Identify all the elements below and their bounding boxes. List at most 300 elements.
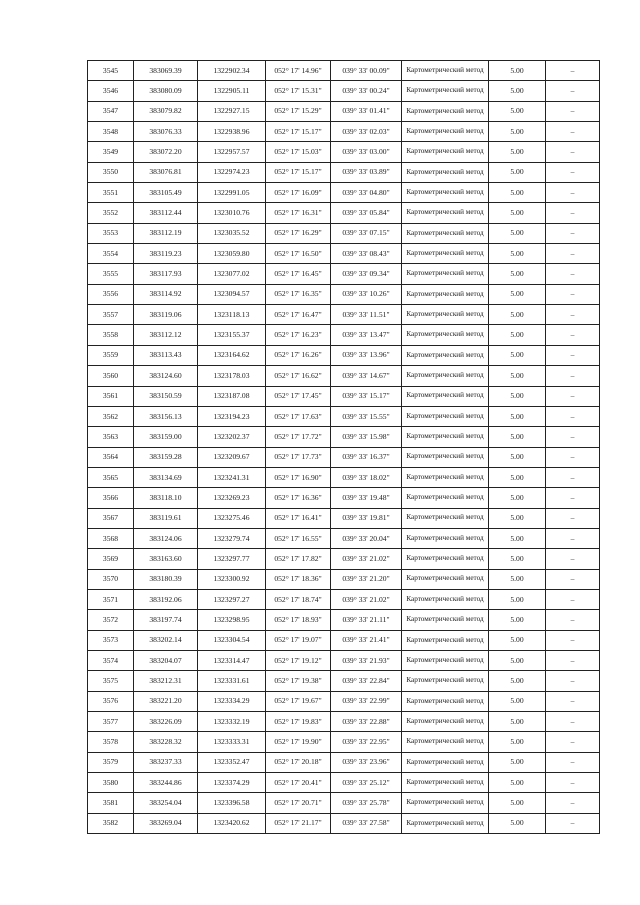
y-coordinate-cell: 1323298.95 bbox=[198, 610, 266, 630]
longitude-cell: 039° 33' 08.43" bbox=[331, 244, 402, 264]
description-cell: – bbox=[546, 223, 600, 243]
method-cell: Картометрический метод bbox=[402, 712, 489, 732]
x-coordinate-cell: 383159.28 bbox=[134, 447, 198, 467]
description-cell: – bbox=[546, 569, 600, 589]
accuracy-cell: 5.00 bbox=[489, 81, 546, 101]
x-coordinate-cell: 383180.39 bbox=[134, 569, 198, 589]
longitude-cell: 039° 33' 22.84" bbox=[331, 671, 402, 691]
x-coordinate-cell: 383159.00 bbox=[134, 427, 198, 447]
table-row bbox=[88, 569, 600, 589]
y-coordinate-cell: 1323297.27 bbox=[198, 589, 266, 609]
table-row bbox=[88, 447, 600, 467]
accuracy-cell: 5.00 bbox=[489, 793, 546, 813]
y-coordinate-cell: 1323059.80 bbox=[198, 244, 266, 264]
method-cell: Картометрический метод bbox=[402, 773, 489, 793]
accuracy-cell: 5.00 bbox=[489, 671, 546, 691]
longitude-cell: 039° 33' 21.02" bbox=[331, 549, 402, 569]
point-number-cell: 3545 bbox=[88, 61, 134, 81]
accuracy-cell: 5.00 bbox=[489, 61, 546, 81]
x-coordinate-cell: 383080.09 bbox=[134, 81, 198, 101]
x-coordinate-cell: 383192.06 bbox=[134, 589, 198, 609]
x-coordinate-cell: 383112.12 bbox=[134, 325, 198, 345]
y-coordinate-cell: 1323178.03 bbox=[198, 366, 266, 386]
description-cell: – bbox=[546, 752, 600, 772]
table-row bbox=[88, 366, 600, 386]
point-number-cell: 3562 bbox=[88, 406, 134, 426]
point-number-cell: 3553 bbox=[88, 223, 134, 243]
method-cell: Картометрический метод bbox=[402, 203, 489, 223]
x-coordinate-cell: 383076.33 bbox=[134, 122, 198, 142]
y-coordinate-cell: 1322902.34 bbox=[198, 61, 266, 81]
method-cell: Картометрический метод bbox=[402, 610, 489, 630]
description-cell: – bbox=[546, 386, 600, 406]
method-cell: Картометрический метод bbox=[402, 630, 489, 650]
description-cell: – bbox=[546, 406, 600, 426]
latitude-cell: 052° 17' 16.35" bbox=[266, 284, 331, 304]
x-coordinate-cell: 383119.23 bbox=[134, 244, 198, 264]
table-row bbox=[88, 183, 600, 203]
y-coordinate-cell: 1323035.52 bbox=[198, 223, 266, 243]
description-cell: – bbox=[546, 528, 600, 548]
latitude-cell: 052° 17' 15.29" bbox=[266, 101, 331, 121]
point-number-cell: 3580 bbox=[88, 773, 134, 793]
y-coordinate-cell: 1323155.37 bbox=[198, 325, 266, 345]
table-row bbox=[88, 122, 600, 142]
point-number-cell: 3576 bbox=[88, 691, 134, 711]
point-number-cell: 3547 bbox=[88, 101, 134, 121]
longitude-cell: 039° 33' 21.93" bbox=[331, 650, 402, 670]
point-number-cell: 3550 bbox=[88, 162, 134, 182]
method-cell: Картометрический метод bbox=[402, 81, 489, 101]
method-cell: Картометрический метод bbox=[402, 406, 489, 426]
table-row bbox=[88, 691, 600, 711]
table-row bbox=[88, 284, 600, 304]
accuracy-cell: 5.00 bbox=[489, 142, 546, 162]
longitude-cell: 039° 33' 00.09" bbox=[331, 61, 402, 81]
point-number-cell: 3575 bbox=[88, 671, 134, 691]
longitude-cell: 039° 33' 21.41" bbox=[331, 630, 402, 650]
method-cell: Картометрический метод bbox=[402, 813, 489, 833]
method-cell: Картометрический метод bbox=[402, 284, 489, 304]
y-coordinate-cell: 1323352.47 bbox=[198, 752, 266, 772]
accuracy-cell: 5.00 bbox=[489, 732, 546, 752]
description-cell: – bbox=[546, 81, 600, 101]
table-row bbox=[88, 305, 600, 325]
y-coordinate-cell: 1323396.58 bbox=[198, 793, 266, 813]
y-coordinate-cell: 1323297.77 bbox=[198, 549, 266, 569]
table-row bbox=[88, 650, 600, 670]
y-coordinate-cell: 1323304.54 bbox=[198, 630, 266, 650]
x-coordinate-cell: 383212.31 bbox=[134, 671, 198, 691]
description-cell: – bbox=[546, 305, 600, 325]
description-cell: – bbox=[546, 589, 600, 609]
accuracy-cell: 5.00 bbox=[489, 366, 546, 386]
latitude-cell: 052° 17' 14.96" bbox=[266, 61, 331, 81]
y-coordinate-cell: 1323164.62 bbox=[198, 345, 266, 365]
accuracy-cell: 5.00 bbox=[489, 244, 546, 264]
latitude-cell: 052° 17' 20.18" bbox=[266, 752, 331, 772]
method-cell: Картометрический метод bbox=[402, 589, 489, 609]
method-cell: Картометрический метод bbox=[402, 549, 489, 569]
method-cell: Картометрический метод bbox=[402, 264, 489, 284]
y-coordinate-cell: 1322991.05 bbox=[198, 183, 266, 203]
y-coordinate-cell: 1323209.67 bbox=[198, 447, 266, 467]
latitude-cell: 052° 17' 16.23" bbox=[266, 325, 331, 345]
x-coordinate-cell: 383226.09 bbox=[134, 712, 198, 732]
accuracy-cell: 5.00 bbox=[489, 447, 546, 467]
y-coordinate-cell: 1323010.76 bbox=[198, 203, 266, 223]
point-number-cell: 3563 bbox=[88, 427, 134, 447]
longitude-cell: 039° 33' 23.96" bbox=[331, 752, 402, 772]
latitude-cell: 052° 17' 19.90" bbox=[266, 732, 331, 752]
x-coordinate-cell: 383202.14 bbox=[134, 630, 198, 650]
point-number-cell: 3554 bbox=[88, 244, 134, 264]
latitude-cell: 052° 17' 17.73" bbox=[266, 447, 331, 467]
table-row bbox=[88, 508, 600, 528]
y-coordinate-cell: 1323333.31 bbox=[198, 732, 266, 752]
longitude-cell: 039° 33' 18.02" bbox=[331, 467, 402, 487]
point-number-cell: 3551 bbox=[88, 183, 134, 203]
latitude-cell: 052° 17' 16.55" bbox=[266, 528, 331, 548]
latitude-cell: 052° 17' 18.93" bbox=[266, 610, 331, 630]
table-row bbox=[88, 203, 600, 223]
description-cell: – bbox=[546, 284, 600, 304]
point-number-cell: 3555 bbox=[88, 264, 134, 284]
accuracy-cell: 5.00 bbox=[489, 264, 546, 284]
accuracy-cell: 5.00 bbox=[489, 406, 546, 426]
longitude-cell: 039° 33' 19.81" bbox=[331, 508, 402, 528]
accuracy-cell: 5.00 bbox=[489, 610, 546, 630]
longitude-cell: 039° 33' 21.20" bbox=[331, 569, 402, 589]
latitude-cell: 052° 17' 19.38" bbox=[266, 671, 331, 691]
longitude-cell: 039° 33' 11.51" bbox=[331, 305, 402, 325]
table-row bbox=[88, 61, 600, 81]
y-coordinate-cell: 1323094.57 bbox=[198, 284, 266, 304]
description-cell: – bbox=[546, 366, 600, 386]
longitude-cell: 039° 33' 00.24" bbox=[331, 81, 402, 101]
table-row bbox=[88, 793, 600, 813]
longitude-cell: 039° 33' 21.11" bbox=[331, 610, 402, 630]
y-coordinate-cell: 1323314.47 bbox=[198, 650, 266, 670]
x-coordinate-cell: 383254.04 bbox=[134, 793, 198, 813]
table-row bbox=[88, 345, 600, 365]
accuracy-cell: 5.00 bbox=[489, 345, 546, 365]
method-cell: Картометрический метод bbox=[402, 569, 489, 589]
latitude-cell: 052° 17' 16.62" bbox=[266, 366, 331, 386]
description-cell: – bbox=[546, 691, 600, 711]
table-row bbox=[88, 549, 600, 569]
accuracy-cell: 5.00 bbox=[489, 752, 546, 772]
point-number-cell: 3546 bbox=[88, 81, 134, 101]
x-coordinate-cell: 383114.92 bbox=[134, 284, 198, 304]
accuracy-cell: 5.00 bbox=[489, 650, 546, 670]
latitude-cell: 052° 17' 20.71" bbox=[266, 793, 331, 813]
point-number-cell: 3579 bbox=[88, 752, 134, 772]
point-number-cell: 3577 bbox=[88, 712, 134, 732]
table-row bbox=[88, 528, 600, 548]
latitude-cell: 052° 17' 16.45" bbox=[266, 264, 331, 284]
accuracy-cell: 5.00 bbox=[489, 773, 546, 793]
accuracy-cell: 5.00 bbox=[489, 569, 546, 589]
table-row bbox=[88, 386, 600, 406]
description-cell: – bbox=[546, 183, 600, 203]
y-coordinate-cell: 1323374.29 bbox=[198, 773, 266, 793]
latitude-cell: 052° 17' 17.72" bbox=[266, 427, 331, 447]
method-cell: Картометрический метод bbox=[402, 447, 489, 467]
accuracy-cell: 5.00 bbox=[489, 630, 546, 650]
latitude-cell: 052° 17' 15.17" bbox=[266, 122, 331, 142]
point-number-cell: 3561 bbox=[88, 386, 134, 406]
accuracy-cell: 5.00 bbox=[489, 488, 546, 508]
longitude-cell: 039° 33' 04.80" bbox=[331, 183, 402, 203]
table-row bbox=[88, 712, 600, 732]
latitude-cell: 052° 17' 18.36" bbox=[266, 569, 331, 589]
y-coordinate-cell: 1322938.96 bbox=[198, 122, 266, 142]
point-number-cell: 3566 bbox=[88, 488, 134, 508]
point-number-cell: 3572 bbox=[88, 610, 134, 630]
method-cell: Картометрический метод bbox=[402, 142, 489, 162]
latitude-cell: 052° 17' 19.12" bbox=[266, 650, 331, 670]
accuracy-cell: 5.00 bbox=[489, 528, 546, 548]
y-coordinate-cell: 1323269.23 bbox=[198, 488, 266, 508]
method-cell: Картометрический метод bbox=[402, 528, 489, 548]
table-row bbox=[88, 488, 600, 508]
latitude-cell: 052° 17' 20.41" bbox=[266, 773, 331, 793]
longitude-cell: 039° 33' 15.17" bbox=[331, 386, 402, 406]
longitude-cell: 039° 33' 15.98" bbox=[331, 427, 402, 447]
longitude-cell: 039° 33' 03.00" bbox=[331, 142, 402, 162]
description-cell: – bbox=[546, 549, 600, 569]
latitude-cell: 052° 17' 16.36" bbox=[266, 488, 331, 508]
x-coordinate-cell: 383228.32 bbox=[134, 732, 198, 752]
method-cell: Картометрический метод bbox=[402, 305, 489, 325]
x-coordinate-cell: 383150.59 bbox=[134, 386, 198, 406]
table-row bbox=[88, 101, 600, 121]
x-coordinate-cell: 383069.39 bbox=[134, 61, 198, 81]
table-row bbox=[88, 813, 600, 833]
table-row bbox=[88, 589, 600, 609]
accuracy-cell: 5.00 bbox=[489, 386, 546, 406]
description-cell: – bbox=[546, 122, 600, 142]
point-number-cell: 3573 bbox=[88, 630, 134, 650]
latitude-cell: 052° 17' 15.03" bbox=[266, 142, 331, 162]
accuracy-cell: 5.00 bbox=[489, 589, 546, 609]
point-number-cell: 3581 bbox=[88, 793, 134, 813]
accuracy-cell: 5.00 bbox=[489, 162, 546, 182]
latitude-cell: 052° 17' 16.29" bbox=[266, 223, 331, 243]
table-row bbox=[88, 81, 600, 101]
x-coordinate-cell: 383124.06 bbox=[134, 528, 198, 548]
longitude-cell: 039° 33' 25.12" bbox=[331, 773, 402, 793]
accuracy-cell: 5.00 bbox=[489, 712, 546, 732]
latitude-cell: 052° 17' 17.82" bbox=[266, 549, 331, 569]
table-row bbox=[88, 752, 600, 772]
point-number-cell: 3574 bbox=[88, 650, 134, 670]
longitude-cell: 039° 33' 09.34" bbox=[331, 264, 402, 284]
y-coordinate-cell: 1323275.46 bbox=[198, 508, 266, 528]
accuracy-cell: 5.00 bbox=[489, 122, 546, 142]
accuracy-cell: 5.00 bbox=[489, 467, 546, 487]
method-cell: Картометрический метод bbox=[402, 732, 489, 752]
x-coordinate-cell: 383134.69 bbox=[134, 467, 198, 487]
x-coordinate-cell: 383221.20 bbox=[134, 691, 198, 711]
accuracy-cell: 5.00 bbox=[489, 691, 546, 711]
accuracy-cell: 5.00 bbox=[489, 305, 546, 325]
description-cell: – bbox=[546, 712, 600, 732]
description-cell: – bbox=[546, 142, 600, 162]
method-cell: Картометрический метод bbox=[402, 508, 489, 528]
description-cell: – bbox=[546, 203, 600, 223]
description-cell: – bbox=[546, 671, 600, 691]
y-coordinate-cell: 1323194.23 bbox=[198, 406, 266, 426]
table-row bbox=[88, 467, 600, 487]
latitude-cell: 052° 17' 16.50" bbox=[266, 244, 331, 264]
point-number-cell: 3567 bbox=[88, 508, 134, 528]
x-coordinate-cell: 383124.60 bbox=[134, 366, 198, 386]
x-coordinate-cell: 383072.20 bbox=[134, 142, 198, 162]
description-cell: – bbox=[546, 508, 600, 528]
point-number-cell: 3559 bbox=[88, 345, 134, 365]
y-coordinate-cell: 1323077.02 bbox=[198, 264, 266, 284]
description-cell: – bbox=[546, 61, 600, 81]
longitude-cell: 039° 33' 15.55" bbox=[331, 406, 402, 426]
description-cell: – bbox=[546, 650, 600, 670]
x-coordinate-cell: 383112.19 bbox=[134, 223, 198, 243]
method-cell: Картометрический метод bbox=[402, 101, 489, 121]
description-cell: – bbox=[546, 244, 600, 264]
longitude-cell: 039° 33' 05.84" bbox=[331, 203, 402, 223]
y-coordinate-cell: 1323118.13 bbox=[198, 305, 266, 325]
longitude-cell: 039° 33' 20.04" bbox=[331, 528, 402, 548]
description-cell: – bbox=[546, 447, 600, 467]
point-number-cell: 3571 bbox=[88, 589, 134, 609]
point-number-cell: 3570 bbox=[88, 569, 134, 589]
y-coordinate-cell: 1322957.57 bbox=[198, 142, 266, 162]
description-cell: – bbox=[546, 467, 600, 487]
latitude-cell: 052° 17' 16.09" bbox=[266, 183, 331, 203]
table-row bbox=[88, 671, 600, 691]
description-cell: – bbox=[546, 732, 600, 752]
description-cell: – bbox=[546, 162, 600, 182]
y-coordinate-cell: 1323241.31 bbox=[198, 467, 266, 487]
x-coordinate-cell: 383204.07 bbox=[134, 650, 198, 670]
description-cell: – bbox=[546, 773, 600, 793]
accuracy-cell: 5.00 bbox=[489, 183, 546, 203]
table-row bbox=[88, 142, 600, 162]
table-row bbox=[88, 773, 600, 793]
latitude-cell: 052° 17' 21.17" bbox=[266, 813, 331, 833]
longitude-cell: 039° 33' 07.15" bbox=[331, 223, 402, 243]
longitude-cell: 039° 33' 22.95" bbox=[331, 732, 402, 752]
method-cell: Картометрический метод bbox=[402, 61, 489, 81]
method-cell: Картометрический метод bbox=[402, 793, 489, 813]
method-cell: Картометрический метод bbox=[402, 488, 489, 508]
latitude-cell: 052° 17' 17.63" bbox=[266, 406, 331, 426]
point-number-cell: 3565 bbox=[88, 467, 134, 487]
description-cell: – bbox=[546, 610, 600, 630]
y-coordinate-cell: 1323187.08 bbox=[198, 386, 266, 406]
longitude-cell: 039° 33' 13.96" bbox=[331, 345, 402, 365]
longitude-cell: 039° 33' 10.26" bbox=[331, 284, 402, 304]
method-cell: Картометрический метод bbox=[402, 650, 489, 670]
description-cell: – bbox=[546, 101, 600, 121]
table-row bbox=[88, 610, 600, 630]
x-coordinate-cell: 383119.06 bbox=[134, 305, 198, 325]
table-row bbox=[88, 162, 600, 182]
latitude-cell: 052° 17' 15.31" bbox=[266, 81, 331, 101]
x-coordinate-cell: 383118.10 bbox=[134, 488, 198, 508]
accuracy-cell: 5.00 bbox=[489, 813, 546, 833]
x-coordinate-cell: 383117.93 bbox=[134, 264, 198, 284]
longitude-cell: 039° 33' 01.41" bbox=[331, 101, 402, 121]
coordinates-table bbox=[87, 60, 600, 834]
method-cell: Картометрический метод bbox=[402, 467, 489, 487]
accuracy-cell: 5.00 bbox=[489, 101, 546, 121]
point-number-cell: 3560 bbox=[88, 366, 134, 386]
method-cell: Картометрический метод bbox=[402, 162, 489, 182]
longitude-cell: 039° 33' 19.48" bbox=[331, 488, 402, 508]
accuracy-cell: 5.00 bbox=[489, 325, 546, 345]
x-coordinate-cell: 383163.60 bbox=[134, 549, 198, 569]
table-row bbox=[88, 223, 600, 243]
accuracy-cell: 5.00 bbox=[489, 203, 546, 223]
accuracy-cell: 5.00 bbox=[489, 427, 546, 447]
method-cell: Картометрический метод bbox=[402, 345, 489, 365]
point-number-cell: 3557 bbox=[88, 305, 134, 325]
method-cell: Картометрический метод bbox=[402, 691, 489, 711]
y-coordinate-cell: 1323202.37 bbox=[198, 427, 266, 447]
latitude-cell: 052° 17' 15.17" bbox=[266, 162, 331, 182]
y-coordinate-cell: 1322974.23 bbox=[198, 162, 266, 182]
latitude-cell: 052° 17' 16.31" bbox=[266, 203, 331, 223]
x-coordinate-cell: 383244.86 bbox=[134, 773, 198, 793]
point-number-cell: 3558 bbox=[88, 325, 134, 345]
description-cell: – bbox=[546, 488, 600, 508]
table-row bbox=[88, 325, 600, 345]
point-number-cell: 3552 bbox=[88, 203, 134, 223]
accuracy-cell: 5.00 bbox=[489, 284, 546, 304]
latitude-cell: 052° 17' 19.07" bbox=[266, 630, 331, 650]
y-coordinate-cell: 1323332.19 bbox=[198, 712, 266, 732]
description-cell: – bbox=[546, 427, 600, 447]
x-coordinate-cell: 383113.43 bbox=[134, 345, 198, 365]
accuracy-cell: 5.00 bbox=[489, 549, 546, 569]
table-row bbox=[88, 264, 600, 284]
y-coordinate-cell: 1323331.61 bbox=[198, 671, 266, 691]
table-body bbox=[88, 61, 600, 834]
longitude-cell: 039° 33' 25.78" bbox=[331, 793, 402, 813]
accuracy-cell: 5.00 bbox=[489, 508, 546, 528]
x-coordinate-cell: 383079.82 bbox=[134, 101, 198, 121]
x-coordinate-cell: 383269.04 bbox=[134, 813, 198, 833]
point-number-cell: 3582 bbox=[88, 813, 134, 833]
description-cell: – bbox=[546, 325, 600, 345]
latitude-cell: 052° 17' 17.45" bbox=[266, 386, 331, 406]
longitude-cell: 039° 33' 03.89" bbox=[331, 162, 402, 182]
x-coordinate-cell: 383237.33 bbox=[134, 752, 198, 772]
method-cell: Картометрический метод bbox=[402, 427, 489, 447]
y-coordinate-cell: 1322905.11 bbox=[198, 81, 266, 101]
table-row bbox=[88, 406, 600, 426]
y-coordinate-cell: 1323334.29 bbox=[198, 691, 266, 711]
longitude-cell: 039° 33' 21.02" bbox=[331, 589, 402, 609]
method-cell: Картометрический метод bbox=[402, 223, 489, 243]
latitude-cell: 052° 17' 19.83" bbox=[266, 712, 331, 732]
latitude-cell: 052° 17' 19.67" bbox=[266, 691, 331, 711]
x-coordinate-cell: 383076.81 bbox=[134, 162, 198, 182]
method-cell: Картометрический метод bbox=[402, 671, 489, 691]
y-coordinate-cell: 1323300.92 bbox=[198, 569, 266, 589]
